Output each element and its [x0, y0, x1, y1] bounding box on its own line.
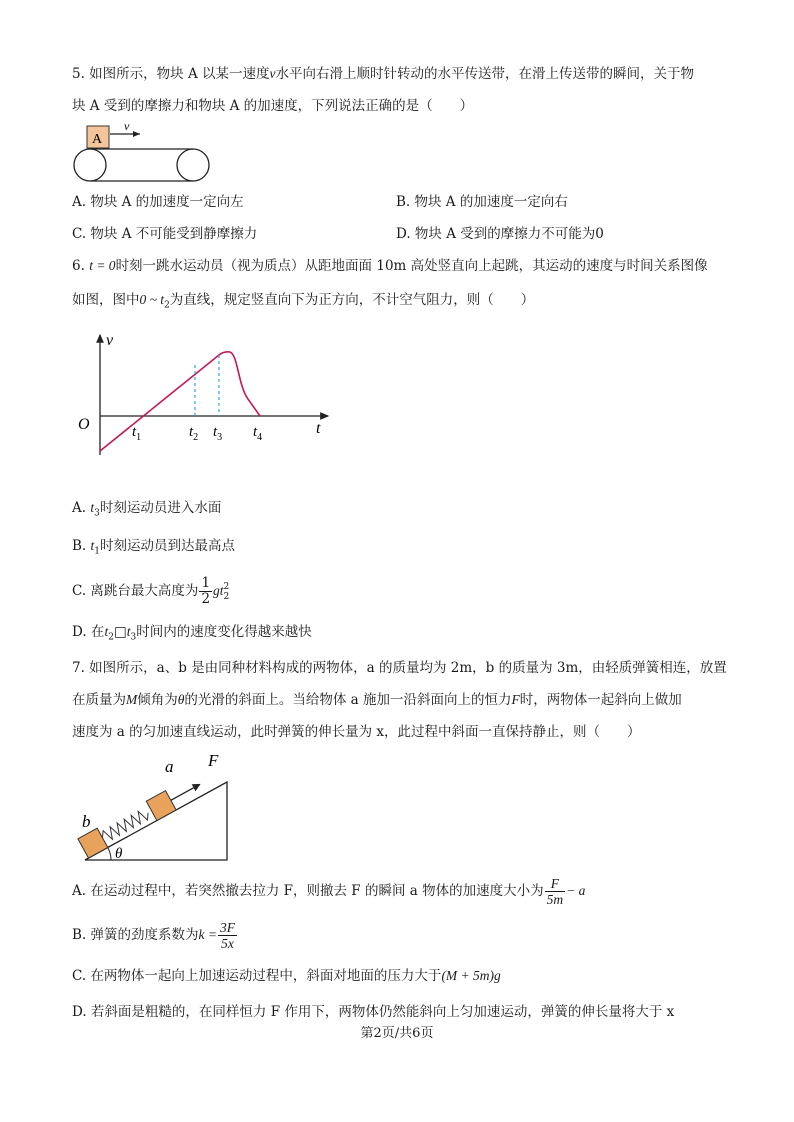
left-pulley: [74, 149, 106, 181]
right-pulley: [177, 149, 209, 181]
incline-figure: [75, 752, 235, 864]
label-b: b: [82, 812, 91, 831]
q5-option-b: B. 物块 A 的加速度一定向右: [396, 194, 568, 210]
q5-stem-line2: 块 A 受到的摩擦力和物块 A 的加速度，下列说法正确的是（ ）: [72, 98, 474, 114]
label-theta: θ: [115, 846, 123, 862]
q7-stem-line2: 在质量为M倾角为θ的光滑的斜面上。当给物体 a 施加一沿斜面向上的恒力F时，两物体一起斜向上做加: [72, 692, 682, 708]
block-a-label: A: [92, 132, 103, 147]
tick-t1: $t_1$: [132, 424, 142, 443]
q5-option-c: C. 物块 A 不可能受到静摩擦力: [72, 226, 258, 242]
v-axis-label: v: [106, 332, 114, 349]
q6-option-a: A. $t_3$时刻运动员进入水面: [72, 500, 222, 519]
tick-t4: $t_4$: [253, 424, 263, 443]
v-t-graph: [70, 325, 340, 465]
q5-option-a: A. 物块 A 的加速度一定向左: [72, 194, 244, 210]
force-arrow: [171, 786, 197, 800]
conveyor-belt-figure: [70, 122, 215, 184]
q6-option-d: D. 在$t_2□t_3$时间内的速度变化得越来越快: [72, 624, 312, 643]
label-a: a: [165, 757, 174, 776]
block-a: [146, 791, 176, 821]
q7-stem-line3: 速度为 a 的匀加速直线运动，此时弹簧的伸长量为 x，此过程中斜面一直保持静止，则（ ）: [72, 724, 641, 740]
q6-stem-line2: 如图，图中0 ~ $t_2$为直线，规定竖直向下为正方向，不计空气阻力，则（ ）: [72, 292, 535, 311]
q6-option-c: C. 离跳台最大高度为 $\frac{1}{2}$ gt 2 2: [72, 575, 230, 607]
q6-option-b: B. $t_1$时刻运动员到达最高点: [72, 538, 236, 557]
velocity-label: v: [124, 122, 130, 133]
label-f: F: [208, 752, 219, 770]
q5-option-d: D. 物块 A 受到的摩擦力不可能为0: [396, 226, 604, 242]
tick-t3: $t_3$: [213, 424, 223, 443]
velocity-curve: [100, 352, 263, 451]
origin-label: O: [78, 416, 90, 433]
q7-option-b: B. 弹簧的劲度系数为k = $\frac{3F}{5x}$: [72, 920, 235, 951]
angle-arc: [108, 848, 111, 860]
t-axis-label: t: [316, 420, 321, 437]
q5-stem-line1: 5. 如图所示，物块 A 以某一速度v水平向右滑上顺时针转动的水平传送带，在滑上传送带的瞬间，关于物: [72, 66, 695, 82]
q6-stem-line1: 6. t = 0时刻一跳水运动员（视为质点）从距地面面 10m 高处竖直向上起跳，其运动的速度与时间关系图像: [72, 258, 708, 274]
page-footer: 第2页/共6页: [360, 1026, 434, 1041]
q7-option-c: C. 在两物体一起向上加速运动过程中，斜面对地面的压力大于(M + 5m)g: [72, 968, 501, 984]
q7-stem-line1: 7. 如图所示，a、b 是由同种材料构成的两物体，a 的质量均为 2m，b 的质量为 3m，由轻质弹簧相连，放置: [72, 660, 727, 676]
q7-option-d: D. 若斜面是粗糙的，在同样恒力 F 作用下，两物体仍然能斜向上匀加速运动，弹簧的伸长量将大于 x: [72, 1004, 675, 1020]
q7-option-a: A. 在运动过程中，若突然撤去拉力 F，则撤去 F 的瞬间 a 物体的加速度大小为 $\frac{F}{5m}$ − a: [72, 876, 586, 907]
tick-t2: $t_2$: [189, 424, 199, 443]
